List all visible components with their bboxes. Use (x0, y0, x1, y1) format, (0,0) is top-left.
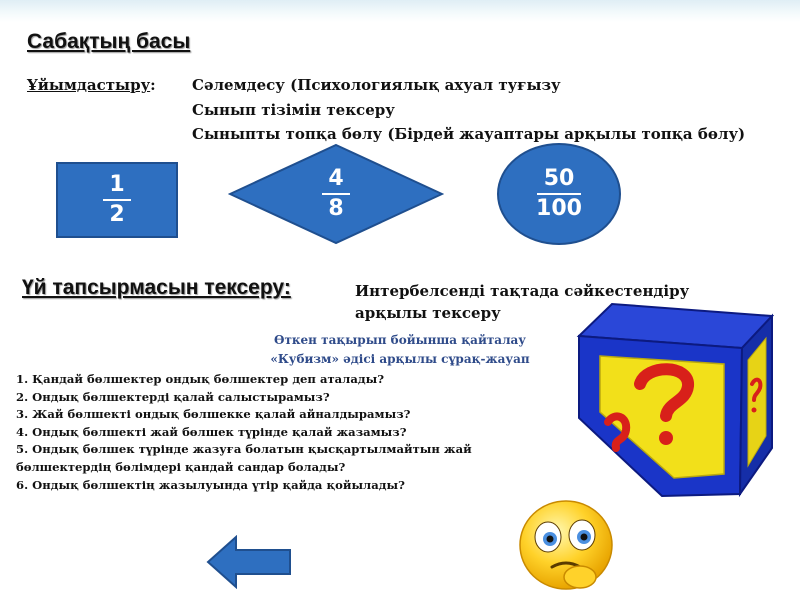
homework-title: Үй тапсырмасын тексеру: (22, 276, 291, 299)
question-list (16, 371, 472, 494)
fraction-card-rectangle[interactable] (56, 162, 178, 238)
fraction-denominator: 8 (328, 196, 344, 221)
back-arrow-icon[interactable] (206, 535, 292, 589)
thinking-smiley-icon (494, 487, 639, 597)
fraction-numerator: 4 (328, 166, 344, 191)
homework-desc-line: арқылы тексеру (355, 304, 501, 322)
question-item: 4. Ондық бөлшекті жай бөлшек түрінде қалай жазамыз? (16, 424, 407, 439)
diamond-fraction (288, 160, 384, 228)
question-item: бөлшектердің бөлімдері қандай сандар болады? (16, 459, 346, 474)
fraction-denominator: 2 (109, 202, 125, 227)
fraction-card-circle[interactable] (497, 143, 621, 245)
slide-top-band (0, 0, 800, 22)
slide-title: Сабақтың басы (27, 30, 191, 53)
question-item: 2. Ондық бөлшектерді қалай салыстырамыз? (16, 389, 330, 404)
question-item: 5. Ондық бөлшек түрінде жазуға болатын қысқартылмайтын жай (16, 442, 472, 457)
homework-desc-line: Интербелсенді тақтада сәйкестендіру (355, 282, 690, 300)
question-item: 3. Жай бөлшекті ондық бөлшекке қалай айналдырамыз? (16, 407, 411, 422)
question-cube-icon[interactable] (574, 298, 774, 498)
fraction-numerator: 50 (543, 166, 575, 191)
fraction-denominator: 100 (536, 196, 582, 221)
question-item: 6. Ондық бөлшектің жазылуында үтір қайда қойылады? (16, 477, 405, 492)
review-line-1: Өткен тақырып бойынша қайталау (273, 333, 526, 347)
organization-colon: : (150, 76, 156, 94)
fraction-bar (537, 193, 581, 195)
review-subtitle (200, 331, 600, 369)
fraction-bar (322, 193, 350, 195)
review-line-2: «Кубизм» әдісі арқылы сұрақ-жауап (270, 352, 530, 366)
organization-label: Ұйымдастыру (27, 76, 151, 94)
question-item: 1. Қандай бөлшектер ондық бөлшектер деп аталады? (16, 372, 384, 386)
fraction-numerator: 1 (109, 172, 125, 197)
fraction-bar (103, 199, 131, 201)
organization-line-2: Сынып тізімін тексеру (192, 101, 395, 119)
organization-line-3: Сыныпты топқа бөлу (Бірдей жауаптары арқылы топқа бөлу) (192, 125, 746, 143)
organization-line-1: Сәлемдесу (Психологиялық ахуал туғызу (192, 76, 561, 94)
organization-label-row (27, 76, 156, 94)
